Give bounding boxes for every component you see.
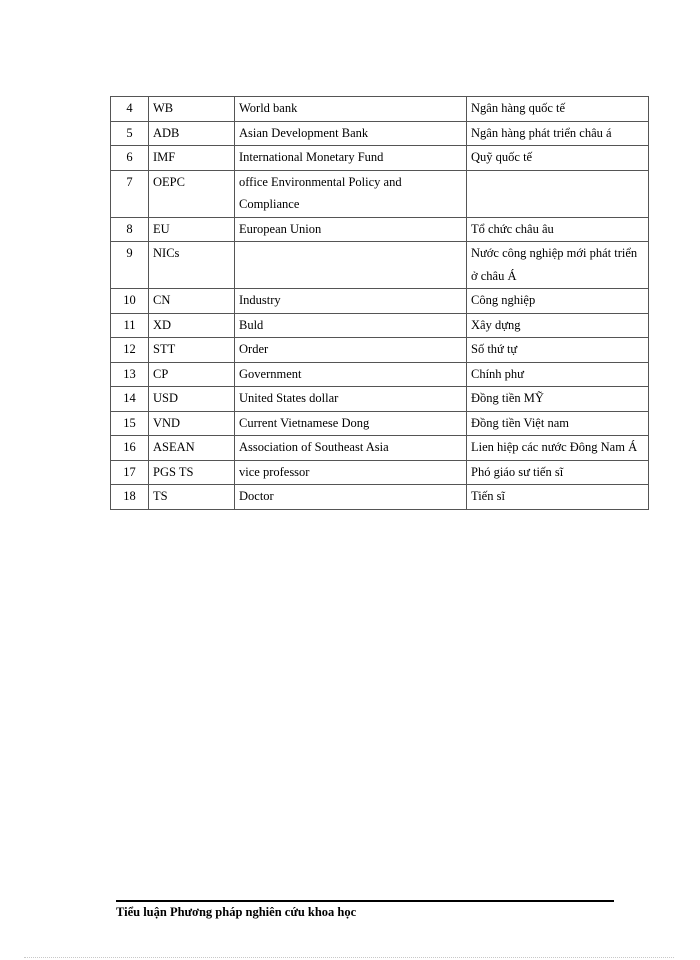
table-body (111, 97, 649, 510)
vietnamese-term-cell: Xây dựng (467, 313, 649, 338)
abbreviation-cell: WB (149, 97, 235, 122)
row-number-cell: 9 (111, 242, 149, 289)
english-term-cell: United States dollar (235, 387, 467, 412)
footer-divider (116, 900, 614, 902)
abbreviation-cell: CP (149, 362, 235, 387)
row-number-cell: 7 (111, 170, 149, 217)
abbreviation-cell: STT (149, 338, 235, 363)
abbreviation-cell: TS (149, 485, 235, 510)
table-row (111, 217, 649, 242)
vietnamese-term-cell: Công nghiệp (467, 289, 649, 314)
abbreviation-cell: XD (149, 313, 235, 338)
abbreviation-table (110, 96, 649, 510)
abbreviation-cell: CN (149, 289, 235, 314)
table-row (111, 411, 649, 436)
vietnamese-term-cell: Phó giáo sư tiến sĩ (467, 460, 649, 485)
table-row (111, 313, 649, 338)
english-term-cell: Asian Development Bank (235, 121, 467, 146)
table-row (111, 97, 649, 122)
table-row (111, 289, 649, 314)
abbreviation-cell: VND (149, 411, 235, 436)
table-row (111, 485, 649, 510)
row-number-cell: 15 (111, 411, 149, 436)
table-row (111, 436, 649, 461)
vietnamese-term-cell: Đồng tiền MỸ (467, 387, 649, 412)
row-number-cell: 14 (111, 387, 149, 412)
row-number-cell: 18 (111, 485, 149, 510)
english-term-cell: Association of Southeast Asia (235, 436, 467, 461)
english-term-cell: Doctor (235, 485, 467, 510)
vietnamese-term-cell: Tiến sĩ (467, 485, 649, 510)
english-term-cell: Current Vietnamese Dong (235, 411, 467, 436)
vietnamese-term-cell: Số thứ tự (467, 338, 649, 363)
table-row (111, 121, 649, 146)
row-number-cell: 5 (111, 121, 149, 146)
abbreviation-cell: OEPC (149, 170, 235, 217)
vietnamese-term-cell: Ngân hàng phát triển châu á (467, 121, 649, 146)
table-row (111, 170, 649, 217)
english-term-cell: vice professor (235, 460, 467, 485)
row-number-cell: 6 (111, 146, 149, 171)
english-term-cell: International Monetary Fund (235, 146, 467, 171)
english-term-cell: World bank (235, 97, 467, 122)
abbreviation-cell: ADB (149, 121, 235, 146)
vietnamese-term-cell: Quỹ quốc tế (467, 146, 649, 171)
row-number-cell: 11 (111, 313, 149, 338)
vietnamese-term-cell: Lien hiệp các nước Đông Nam Á (467, 436, 649, 461)
english-term-cell: European Union (235, 217, 467, 242)
abbreviation-cell: IMF (149, 146, 235, 171)
table-row (111, 460, 649, 485)
vietnamese-term-cell: Nước công nghiệp mới phát triển ở châu Á (467, 242, 649, 289)
english-term-cell: office Environmental Policy and Compliance (235, 170, 467, 217)
row-number-cell: 8 (111, 217, 149, 242)
english-term-cell: Industry (235, 289, 467, 314)
row-number-cell: 17 (111, 460, 149, 485)
row-number-cell: 16 (111, 436, 149, 461)
abbreviation-cell: ASEAN (149, 436, 235, 461)
table-row (111, 146, 649, 171)
vietnamese-term-cell: Đồng tiền Việt nam (467, 411, 649, 436)
row-number-cell: 4 (111, 97, 149, 122)
english-term-cell (235, 242, 467, 289)
page-bottom-edge (24, 957, 674, 958)
row-number-cell: 12 (111, 338, 149, 363)
vietnamese-term-cell: Tổ chức châu âu (467, 217, 649, 242)
vietnamese-term-cell: Chính phư (467, 362, 649, 387)
table-row (111, 242, 649, 289)
row-number-cell: 13 (111, 362, 149, 387)
vietnamese-term-cell: Ngân hàng quốc tế (467, 97, 649, 122)
abbreviation-cell: USD (149, 387, 235, 412)
english-term-cell: Buld (235, 313, 467, 338)
abbreviation-cell: NICs (149, 242, 235, 289)
vietnamese-term-cell (467, 170, 649, 217)
english-term-cell: Order (235, 338, 467, 363)
abbreviation-cell: PGS TS (149, 460, 235, 485)
table-row (111, 338, 649, 363)
english-term-cell: Government (235, 362, 467, 387)
table-row (111, 387, 649, 412)
row-number-cell: 10 (111, 289, 149, 314)
footer-title: Tiểu luận Phương pháp nghiên cứu khoa học (116, 905, 357, 919)
abbreviation-cell: EU (149, 217, 235, 242)
table-row (111, 362, 649, 387)
